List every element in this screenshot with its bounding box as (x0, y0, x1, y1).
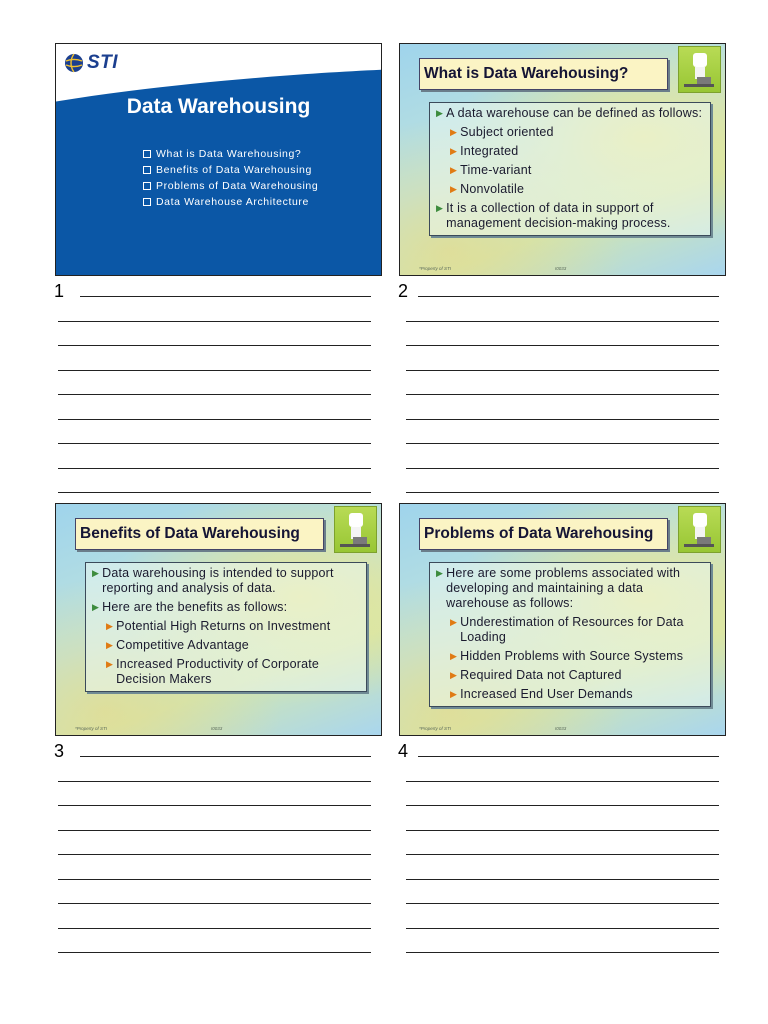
slide-footer-code: I0033 (211, 726, 223, 731)
slide-number: 1 (54, 281, 65, 301)
figure-at-computer-icon (334, 506, 377, 553)
note-line (406, 443, 719, 444)
slide-body (429, 102, 711, 236)
note-line (58, 879, 371, 880)
agenda-item: What is Data Warehousing? (143, 146, 318, 162)
slide-footer-left: *Property of STI (419, 726, 452, 731)
sub-bullet-item: ▶ Integrated (450, 144, 519, 158)
figure-at-computer-icon (678, 506, 721, 553)
slide-title: Data Warehousing (126, 95, 311, 118)
slide-4-thumbnail (399, 503, 726, 736)
note-line (80, 296, 371, 297)
sub-bullet-item: ▶ Underestimation of Resources for Data Loading (450, 615, 684, 644)
slide-3-thumbnail (55, 503, 382, 736)
note-line (406, 394, 719, 395)
note-line (406, 952, 719, 953)
bullet-item: ▶ Here are some problems associated with developing and maintaining a data warehouse as follows: (436, 566, 681, 610)
note-line (406, 468, 719, 469)
globe-icon (64, 53, 84, 73)
figure-at-computer-icon (678, 46, 721, 93)
note-line (406, 903, 719, 904)
slide-1-thumbnail (55, 43, 382, 276)
logo-text: STI (87, 52, 119, 73)
note-line (406, 879, 719, 880)
bullet-arrow-icon: ▶ (106, 659, 114, 669)
note-line (406, 805, 719, 806)
note-line (58, 345, 371, 346)
bullet-arrow-icon: ▶ (450, 617, 458, 627)
note-line (406, 854, 719, 855)
bullet-item: ▶ Data warehousing is intended to support reporting and analysis of data. (92, 566, 334, 595)
note-line (406, 781, 719, 782)
sub-bullet-item: ▶ Nonvolatile (450, 182, 525, 196)
bullet-arrow-icon: ▶ (450, 127, 458, 137)
note-line (58, 903, 371, 904)
checkbox-icon (143, 182, 151, 190)
slide-number: 4 (398, 741, 409, 761)
sti-logo (64, 52, 118, 74)
note-line (58, 468, 371, 469)
note-line (58, 394, 371, 395)
note-line (58, 443, 371, 444)
note-line (418, 296, 719, 297)
checkbox-icon (143, 166, 151, 174)
slide-number: 3 (54, 741, 65, 761)
note-line (58, 492, 371, 493)
slide-footer-code: I0033 (555, 726, 567, 731)
checkbox-icon (143, 198, 151, 206)
note-line (406, 419, 719, 420)
bullet-arrow-icon: ▶ (436, 568, 444, 578)
note-line (406, 830, 719, 831)
note-line (58, 419, 371, 420)
agenda-item: Problems of Data Warehousing (143, 178, 318, 194)
note-line (58, 370, 371, 371)
note-line (58, 952, 371, 953)
sub-bullet-item: ▶ Increased Productivity of Corporate Decision Makers (106, 657, 320, 686)
bullet-arrow-icon: ▶ (436, 108, 444, 118)
bullet-item: ▶ It is a collection of data in support of management decision-making process. (436, 201, 671, 230)
note-line (406, 370, 719, 371)
note-line (58, 830, 371, 831)
bullet-arrow-icon: ▶ (92, 602, 100, 612)
sub-bullet-item: ▶ Required Data not Captured (450, 668, 622, 682)
slide-footer-left: *Property of STI (75, 726, 108, 731)
note-line (58, 781, 371, 782)
bullet-arrow-icon: ▶ (436, 203, 444, 213)
bullet-arrow-icon: ▶ (450, 146, 458, 156)
bullet-arrow-icon: ▶ (450, 670, 458, 680)
agenda-item: Benefits of Data Warehousing (143, 162, 318, 178)
agenda-list (143, 146, 318, 210)
slide-body (429, 562, 711, 707)
slide-number: 2 (398, 281, 409, 301)
bullet-arrow-icon: ▶ (106, 640, 114, 650)
sub-bullet-item: ▶ Time-variant (450, 163, 532, 177)
slide-title: Benefits of Data Warehousing (75, 518, 324, 550)
note-line (58, 321, 371, 322)
note-line (58, 805, 371, 806)
sub-bullet-item: ▶ Increased End User Demands (450, 687, 633, 701)
note-line (406, 321, 719, 322)
slide-footer-code: I0033 (555, 266, 567, 271)
agenda-item: Data Warehouse Architecture (143, 194, 318, 210)
note-line (58, 928, 371, 929)
sub-bullet-item: ▶ Hidden Problems with Source Systems (450, 649, 684, 663)
sub-bullet-item: ▶ Subject oriented (450, 125, 554, 139)
bullet-arrow-icon: ▶ (450, 184, 458, 194)
sub-bullet-item: ▶ Potential High Returns on Investment (106, 619, 331, 633)
bullet-arrow-icon: ▶ (450, 689, 458, 699)
bullet-item: ▶ A data warehouse can be defined as follows: (436, 106, 703, 120)
note-line (80, 756, 371, 757)
bullet-arrow-icon: ▶ (450, 165, 458, 175)
bullet-arrow-icon: ▶ (92, 568, 100, 578)
bullet-item: ▶ Here are the benefits as follows: (92, 600, 288, 614)
slide-title: Problems of Data Warehousing (419, 518, 668, 550)
note-line (406, 928, 719, 929)
slide-2-thumbnail (399, 43, 726, 276)
bullet-arrow-icon: ▶ (106, 621, 114, 631)
note-line (406, 345, 719, 346)
slide-footer-left: *Property of STI (419, 266, 452, 271)
slide-title: What is Data Warehousing? (419, 58, 668, 90)
slide-body (85, 562, 367, 692)
sub-bullet-item: ▶ Competitive Advantage (106, 638, 249, 652)
note-line (406, 492, 719, 493)
note-line (418, 756, 719, 757)
bullet-arrow-icon: ▶ (450, 651, 458, 661)
note-line (58, 854, 371, 855)
checkbox-icon (143, 150, 151, 158)
